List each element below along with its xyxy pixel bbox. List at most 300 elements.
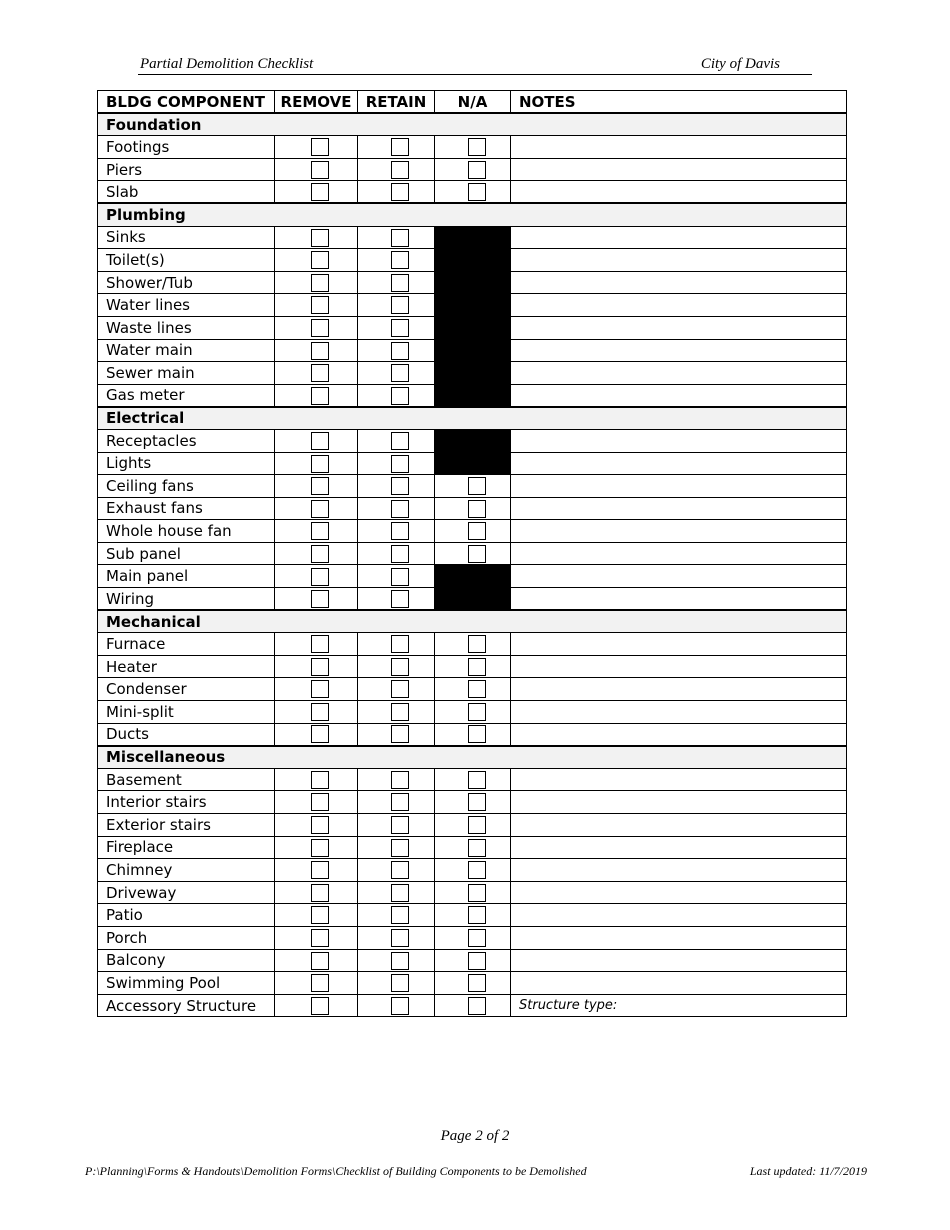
table-row	[98, 136, 847, 159]
remove-checkbox[interactable]	[311, 680, 329, 698]
remove-checkbox[interactable]	[311, 522, 329, 540]
notes-cell[interactable]	[511, 249, 847, 272]
retain-checkbox[interactable]	[391, 455, 409, 473]
na-cell-blocked	[435, 362, 511, 385]
retain-checkbox[interactable]	[391, 658, 409, 676]
component-label: Ducts	[98, 723, 275, 746]
notes-cell[interactable]	[511, 565, 847, 588]
retain-cell	[358, 565, 435, 588]
retain-checkbox[interactable]	[391, 568, 409, 586]
notes-cell[interactable]	[511, 226, 847, 249]
demolition-checklist-table	[97, 90, 847, 1017]
column-header-na: N/A	[435, 91, 511, 114]
column-header-component: BLDG COMPONENT	[98, 91, 275, 114]
remove-checkbox[interactable]	[311, 771, 329, 789]
na-checkbox[interactable]	[468, 929, 486, 947]
remove-checkbox[interactable]	[311, 364, 329, 382]
remove-checkbox[interactable]	[311, 319, 329, 337]
na-checkbox[interactable]	[468, 161, 486, 179]
retain-checkbox[interactable]	[391, 839, 409, 857]
remove-cell	[275, 181, 358, 204]
na-checkbox[interactable]	[468, 861, 486, 879]
component-label: Toilet(s)	[98, 249, 275, 272]
remove-cell	[275, 994, 358, 1017]
retain-checkbox[interactable]	[391, 296, 409, 314]
table-row	[98, 723, 847, 746]
table-row	[98, 362, 847, 385]
remove-cell	[275, 475, 358, 498]
table-row	[98, 497, 847, 520]
table-row	[98, 678, 847, 701]
retain-cell	[358, 271, 435, 294]
retain-cell	[358, 136, 435, 159]
retain-checkbox[interactable]	[391, 861, 409, 879]
remove-checkbox[interactable]	[311, 906, 329, 924]
retain-cell	[358, 384, 435, 407]
table-row	[98, 339, 847, 362]
notes-cell[interactable]	[511, 497, 847, 520]
remove-cell	[275, 678, 358, 701]
retain-checkbox[interactable]	[391, 771, 409, 789]
component-label: Porch	[98, 926, 275, 949]
retain-checkbox[interactable]	[391, 545, 409, 563]
component-label: Mini-split	[98, 701, 275, 724]
notes-cell[interactable]	[511, 949, 847, 972]
notes-cell[interactable]	[511, 475, 847, 498]
remove-checkbox[interactable]	[311, 703, 329, 721]
na-cell	[435, 836, 511, 859]
remove-cell	[275, 497, 358, 520]
retain-checkbox[interactable]	[391, 161, 409, 179]
na-cell	[435, 904, 511, 927]
notes-cell[interactable]	[511, 429, 847, 452]
notes-cell[interactable]	[511, 972, 847, 995]
remove-checkbox[interactable]	[311, 229, 329, 247]
na-cell	[435, 972, 511, 995]
retain-checkbox[interactable]	[391, 703, 409, 721]
na-cell	[435, 520, 511, 543]
remove-checkbox[interactable]	[311, 793, 329, 811]
remove-checkbox[interactable]	[311, 296, 329, 314]
retain-cell	[358, 768, 435, 791]
notes-cell[interactable]	[511, 588, 847, 611]
remove-checkbox[interactable]	[311, 725, 329, 743]
table-row	[98, 949, 847, 972]
remove-checkbox[interactable]	[311, 929, 329, 947]
na-cell	[435, 136, 511, 159]
remove-checkbox[interactable]	[311, 161, 329, 179]
table-row	[98, 475, 847, 498]
component-label: Patio	[98, 904, 275, 927]
remove-checkbox[interactable]	[311, 500, 329, 518]
remove-cell	[275, 384, 358, 407]
na-cell	[435, 814, 511, 837]
table-row	[98, 836, 847, 859]
na-cell	[435, 859, 511, 882]
page-header	[138, 56, 812, 75]
table-row	[98, 791, 847, 814]
table-row	[98, 158, 847, 181]
remove-cell	[275, 271, 358, 294]
remove-checkbox[interactable]	[311, 183, 329, 201]
component-label: Exterior stairs	[98, 814, 275, 837]
retain-cell	[358, 520, 435, 543]
retain-checkbox[interactable]	[391, 500, 409, 518]
section-row	[98, 407, 847, 430]
table-row	[98, 542, 847, 565]
retain-cell	[358, 904, 435, 927]
component-label: Fireplace	[98, 836, 275, 859]
table-row	[98, 226, 847, 249]
na-checkbox[interactable]	[468, 545, 486, 563]
na-checkbox[interactable]	[468, 635, 486, 653]
na-checkbox[interactable]	[468, 522, 486, 540]
remove-cell	[275, 158, 358, 181]
remove-checkbox[interactable]	[311, 839, 329, 857]
remove-cell	[275, 836, 358, 859]
remove-cell	[275, 316, 358, 339]
na-checkbox[interactable]	[468, 952, 486, 970]
component-label: Receptacles	[98, 429, 275, 452]
retain-checkbox[interactable]	[391, 522, 409, 540]
na-cell-blocked	[435, 339, 511, 362]
na-cell	[435, 926, 511, 949]
column-header-retain: RETAIN	[358, 91, 435, 114]
na-cell	[435, 723, 511, 746]
retain-checkbox[interactable]	[391, 590, 409, 608]
remove-cell	[275, 881, 358, 904]
remove-cell	[275, 723, 358, 746]
component-label: Basement	[98, 768, 275, 791]
retain-checkbox[interactable]	[391, 477, 409, 495]
table-row	[98, 994, 847, 1017]
remove-cell	[275, 701, 358, 724]
retain-checkbox[interactable]	[391, 725, 409, 743]
remove-cell	[275, 814, 358, 837]
component-label: Interior stairs	[98, 791, 275, 814]
retain-cell	[358, 633, 435, 656]
component-label: Waste lines	[98, 316, 275, 339]
notes-cell[interactable]	[511, 814, 847, 837]
na-cell-blocked	[435, 429, 511, 452]
na-cell-blocked	[435, 271, 511, 294]
na-cell-blocked	[435, 294, 511, 317]
component-label: Swimming Pool	[98, 972, 275, 995]
notes-cell[interactable]	[511, 723, 847, 746]
remove-cell	[275, 565, 358, 588]
notes-cell[interactable]	[511, 362, 847, 385]
retain-cell	[358, 452, 435, 475]
na-cell	[435, 949, 511, 972]
na-cell-blocked	[435, 588, 511, 611]
retain-cell	[358, 791, 435, 814]
remove-cell	[275, 655, 358, 678]
notes-cell[interactable]	[511, 904, 847, 927]
component-label: Lights	[98, 452, 275, 475]
remove-checkbox[interactable]	[311, 568, 329, 586]
notes-cell[interactable]	[511, 633, 847, 656]
table-row	[98, 384, 847, 407]
retain-cell	[358, 226, 435, 249]
table-row	[98, 588, 847, 611]
na-cell	[435, 542, 511, 565]
retain-cell	[358, 949, 435, 972]
retain-cell	[358, 723, 435, 746]
na-checkbox[interactable]	[468, 725, 486, 743]
remove-checkbox[interactable]	[311, 138, 329, 156]
remove-checkbox[interactable]	[311, 342, 329, 360]
retain-cell	[358, 994, 435, 1017]
remove-checkbox[interactable]	[311, 477, 329, 495]
notes-cell[interactable]	[511, 926, 847, 949]
notes-cell[interactable]	[511, 271, 847, 294]
component-label: Main panel	[98, 565, 275, 588]
remove-checkbox[interactable]	[311, 952, 329, 970]
na-cell	[435, 881, 511, 904]
component-label: Sub panel	[98, 542, 275, 565]
remove-cell	[275, 542, 358, 565]
table-row	[98, 701, 847, 724]
remove-cell	[275, 926, 358, 949]
remove-checkbox[interactable]	[311, 590, 329, 608]
remove-cell	[275, 791, 358, 814]
remove-checkbox[interactable]	[311, 816, 329, 834]
checklist-body	[98, 113, 847, 1017]
retain-cell	[358, 339, 435, 362]
remove-cell	[275, 859, 358, 882]
retain-checkbox[interactable]	[391, 432, 409, 450]
component-label: Exhaust fans	[98, 497, 275, 520]
column-header-remove: REMOVE	[275, 91, 358, 114]
remove-cell	[275, 226, 358, 249]
notes-cell[interactable]	[511, 158, 847, 181]
section-row	[98, 113, 847, 136]
notes-cell[interactable]	[511, 655, 847, 678]
retain-cell	[358, 249, 435, 272]
component-label: Heater	[98, 655, 275, 678]
retain-cell	[358, 926, 435, 949]
section-row	[98, 746, 847, 769]
retain-checkbox[interactable]	[391, 680, 409, 698]
na-checkbox[interactable]	[468, 839, 486, 857]
notes-cell[interactable]	[511, 542, 847, 565]
component-label: Whole house fan	[98, 520, 275, 543]
remove-checkbox[interactable]	[311, 635, 329, 653]
notes-cell[interactable]	[511, 339, 847, 362]
remove-cell	[275, 904, 358, 927]
retain-cell	[358, 881, 435, 904]
table-row	[98, 249, 847, 272]
notes-cell[interactable]	[511, 881, 847, 904]
table-row	[98, 520, 847, 543]
notes-cell[interactable]	[511, 294, 847, 317]
retain-checkbox[interactable]	[391, 364, 409, 382]
retain-checkbox[interactable]	[391, 183, 409, 201]
na-checkbox[interactable]	[468, 906, 486, 924]
notes-cell[interactable]	[511, 701, 847, 724]
section-heading: Electrical	[98, 407, 847, 430]
na-checkbox[interactable]	[468, 974, 486, 992]
notes-cell[interactable]	[511, 768, 847, 791]
table-row	[98, 768, 847, 791]
na-checkbox[interactable]	[468, 680, 486, 698]
notes-cell[interactable]	[511, 316, 847, 339]
retain-checkbox[interactable]	[391, 138, 409, 156]
retain-checkbox[interactable]	[391, 816, 409, 834]
na-cell	[435, 655, 511, 678]
na-checkbox[interactable]	[468, 500, 486, 518]
notes-cell[interactable]	[511, 452, 847, 475]
remove-checkbox[interactable]	[311, 251, 329, 269]
retain-checkbox[interactable]	[391, 793, 409, 811]
component-label: Accessory Structure	[98, 994, 275, 1017]
retain-cell	[358, 655, 435, 678]
remove-cell	[275, 972, 358, 995]
retain-cell	[358, 497, 435, 520]
last-updated: Last updated: 11/7/2019	[749, 1164, 867, 1178]
retain-checkbox[interactable]	[391, 884, 409, 902]
table-row	[98, 271, 847, 294]
remove-checkbox[interactable]	[311, 997, 329, 1015]
remove-cell	[275, 588, 358, 611]
table-row	[98, 859, 847, 882]
na-cell	[435, 678, 511, 701]
remove-checkbox[interactable]	[311, 545, 329, 563]
retain-checkbox[interactable]	[391, 229, 409, 247]
remove-cell	[275, 136, 358, 159]
notes-cell[interactable]	[511, 520, 847, 543]
organization-name: City of Davis	[700, 56, 780, 72]
section-heading: Miscellaneous	[98, 746, 847, 769]
section-row	[98, 610, 847, 633]
remove-cell	[275, 294, 358, 317]
table-row	[98, 814, 847, 837]
retain-cell	[358, 294, 435, 317]
retain-cell	[358, 181, 435, 204]
remove-cell	[275, 362, 358, 385]
notes-cell[interactable]: Structure type:	[511, 994, 847, 1017]
na-checkbox[interactable]	[468, 703, 486, 721]
remove-checkbox[interactable]	[311, 432, 329, 450]
retain-checkbox[interactable]	[391, 342, 409, 360]
table-row	[98, 181, 847, 204]
retain-cell	[358, 158, 435, 181]
table-row	[98, 881, 847, 904]
retain-checkbox[interactable]	[391, 997, 409, 1015]
na-checkbox[interactable]	[468, 183, 486, 201]
na-checkbox[interactable]	[468, 997, 486, 1015]
remove-cell	[275, 520, 358, 543]
notes-cell[interactable]	[511, 859, 847, 882]
remove-cell	[275, 633, 358, 656]
table-row	[98, 294, 847, 317]
section-row	[98, 203, 847, 226]
component-label: Wiring	[98, 588, 275, 611]
notes-cell[interactable]	[511, 678, 847, 701]
remove-checkbox[interactable]	[311, 974, 329, 992]
component-label: Water main	[98, 339, 275, 362]
component-label: Driveway	[98, 881, 275, 904]
component-label: Slab	[98, 181, 275, 204]
retain-cell	[358, 701, 435, 724]
na-checkbox[interactable]	[468, 138, 486, 156]
na-checkbox[interactable]	[468, 477, 486, 495]
file-path: P:\Planning\Forms & Handouts\Demolition Forms\Checklist of Building Components to be Demolished	[85, 1164, 587, 1178]
notes-cell[interactable]	[511, 136, 847, 159]
na-checkbox[interactable]	[468, 793, 486, 811]
remove-cell	[275, 452, 358, 475]
retain-checkbox[interactable]	[391, 635, 409, 653]
table-row	[98, 633, 847, 656]
column-header-notes: NOTES	[511, 91, 847, 114]
retain-checkbox[interactable]	[391, 251, 409, 269]
retain-cell	[358, 542, 435, 565]
retain-checkbox[interactable]	[391, 929, 409, 947]
section-heading: Foundation	[98, 113, 847, 136]
retain-checkbox[interactable]	[391, 274, 409, 292]
retain-cell	[358, 836, 435, 859]
na-cell-blocked	[435, 384, 511, 407]
remove-cell	[275, 339, 358, 362]
na-checkbox[interactable]	[468, 771, 486, 789]
remove-checkbox[interactable]	[311, 455, 329, 473]
section-heading: Plumbing	[98, 203, 847, 226]
na-checkbox[interactable]	[468, 658, 486, 676]
na-cell	[435, 791, 511, 814]
retain-checkbox[interactable]	[391, 974, 409, 992]
retain-checkbox[interactable]	[391, 906, 409, 924]
retain-cell	[358, 429, 435, 452]
na-cell	[435, 633, 511, 656]
notes-cell[interactable]	[511, 181, 847, 204]
na-checkbox[interactable]	[468, 816, 486, 834]
component-label: Sinks	[98, 226, 275, 249]
table-row	[98, 972, 847, 995]
component-label: Furnace	[98, 633, 275, 656]
notes-cell[interactable]	[511, 791, 847, 814]
retain-checkbox[interactable]	[391, 319, 409, 337]
table-row	[98, 904, 847, 927]
component-label: Sewer main	[98, 362, 275, 385]
component-label: Condenser	[98, 678, 275, 701]
remove-checkbox[interactable]	[311, 861, 329, 879]
retain-cell	[358, 362, 435, 385]
na-cell	[435, 497, 511, 520]
na-checkbox[interactable]	[468, 884, 486, 902]
na-cell	[435, 701, 511, 724]
na-cell-blocked	[435, 226, 511, 249]
retain-checkbox[interactable]	[391, 952, 409, 970]
na-cell-blocked	[435, 452, 511, 475]
retain-cell	[358, 859, 435, 882]
na-cell	[435, 475, 511, 498]
notes-cell[interactable]	[511, 836, 847, 859]
remove-checkbox[interactable]	[311, 884, 329, 902]
retain-cell	[358, 814, 435, 837]
component-label: Piers	[98, 158, 275, 181]
na-cell	[435, 768, 511, 791]
na-cell-blocked	[435, 565, 511, 588]
remove-checkbox[interactable]	[311, 274, 329, 292]
retain-cell	[358, 475, 435, 498]
remove-checkbox[interactable]	[311, 658, 329, 676]
notes-cell[interactable]	[511, 384, 847, 407]
retain-checkbox[interactable]	[391, 387, 409, 405]
remove-cell	[275, 768, 358, 791]
component-label: Shower/Tub	[98, 271, 275, 294]
remove-cell	[275, 949, 358, 972]
remove-checkbox[interactable]	[311, 387, 329, 405]
